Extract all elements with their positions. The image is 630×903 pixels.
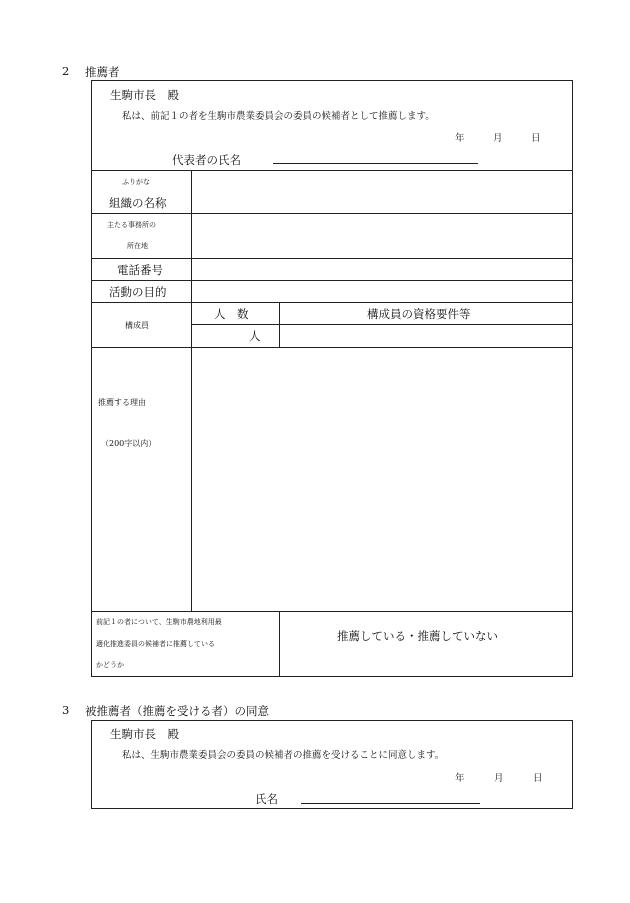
office-address-field[interactable] xyxy=(192,214,572,258)
section3-number: 3 xyxy=(62,703,70,717)
land-question-line2: 適化推進委員の候補者に推薦している xyxy=(96,640,215,648)
consent-name-label: 氏名 xyxy=(255,792,278,806)
section2-title: 推薦者 xyxy=(85,65,120,79)
consent-date-year: 年 xyxy=(455,773,465,784)
consent-statement: 私は、生駒市農業委員会の委員の候補者の推薦を受けることに同意します。 xyxy=(122,750,445,761)
headcount-field[interactable] xyxy=(192,325,279,347)
consent-date-month: 月 xyxy=(494,773,504,784)
org-name-field[interactable] xyxy=(192,171,572,213)
consent-date-day: 日 xyxy=(533,773,543,784)
rep-name-label: 代表者の氏名 xyxy=(172,153,241,167)
office-label-line1: 主たる事務所の xyxy=(107,221,156,229)
furigana-label: ふりがな xyxy=(122,178,150,186)
consent-addressee: 生駒市長 殿 xyxy=(110,727,179,741)
land-question-line3: かどうか xyxy=(96,661,124,669)
rep-name-field[interactable] xyxy=(273,163,478,164)
land-answer-choice[interactable]: 推薦している・推薦していない xyxy=(337,629,498,643)
recommendation-statement: 私は、前記１の者を生駒市農業委員会の委員の候補者として推薦します。 xyxy=(122,111,435,122)
members-label: 構成員 xyxy=(125,321,149,330)
date-month: 月 xyxy=(493,133,503,144)
addressee: 生駒市長 殿 xyxy=(110,88,179,102)
purpose-field[interactable] xyxy=(192,281,572,302)
reason-limit: （200字以内） xyxy=(101,439,157,448)
person-unit: 人 xyxy=(249,329,261,343)
reason-field[interactable] xyxy=(192,348,572,611)
phone-label: 電話番号 xyxy=(117,263,163,277)
phone-field[interactable] xyxy=(192,259,572,280)
headcount-header: 人 数 xyxy=(214,307,249,321)
consent-name-field[interactable] xyxy=(301,803,480,804)
land-question-line1: 前記１の者について、生駒市農地利用最 xyxy=(96,618,222,626)
date-year: 年 xyxy=(455,133,465,144)
section2-number: 2 xyxy=(62,64,70,78)
section3-title: 被推薦者（推薦を受ける者）の同意 xyxy=(85,704,269,718)
purpose-label: 活動の目的 xyxy=(109,285,167,299)
date-day: 日 xyxy=(531,133,541,144)
qualification-field[interactable] xyxy=(280,325,572,347)
qualification-header: 構成員の資格要件等 xyxy=(367,307,471,321)
org-name-label: 組織の名称 xyxy=(109,196,167,210)
reason-label: 推薦する理由 xyxy=(98,398,146,407)
office-label-line2: 所在地 xyxy=(127,242,148,250)
